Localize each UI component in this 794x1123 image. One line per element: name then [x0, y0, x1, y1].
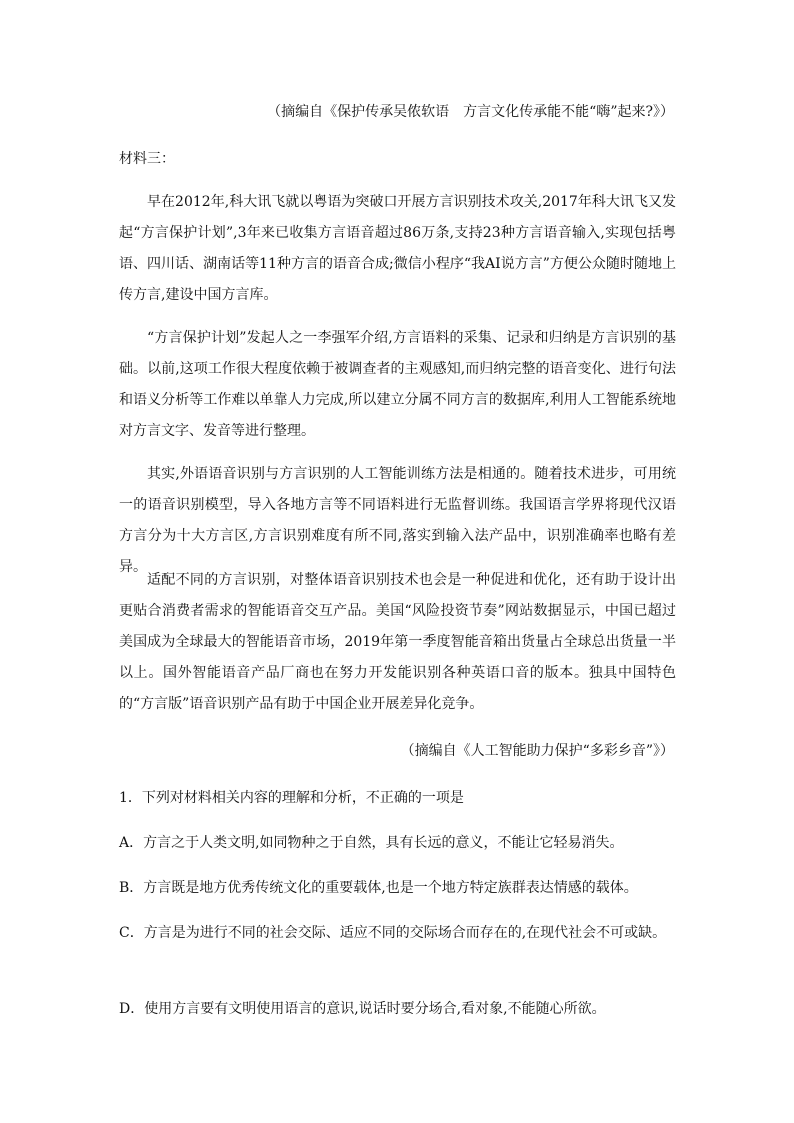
source-citation-top: （摘编自《保护传承吴侬软语 方言文化传承能不能“嗨”起来?》） [267, 104, 674, 120]
material-heading: 材料三： [119, 151, 175, 167]
option-a: A．方言之于人类文明,如同物种之于自然，具有长远的意义，不能让它轻易消失。 [119, 835, 624, 851]
paragraph-1: 早在2012年,科大讯飞就以粤语为突破口开展方言识别技术攻关,2017年科大讯飞又发起“方言保护计划”,3年来已收集方言语音超过86万条,支持23种方言语音输入,实现包括粤语、四川话、湖南话等11种方言的语音合成;微信小程序“我AI说方言”方便公众随时随地上传方言,建设中国方言库。 [119, 194, 676, 303]
source-citation-bottom: （摘编自《人工智能助力保护“多彩乡音”》） [400, 743, 674, 759]
question-stem: 1．下列对材料相关内容的理解和分析，不正确的一项是 [119, 790, 464, 806]
option-b: B．方言既是地方优秀传统文化的重要载体,也是一个地方特定族群表达情感的载体。 [119, 880, 638, 896]
paragraph-3: 其实,外语语音识别与方言识别的人工智能训练方法是相通的。随着技术进步，可用统一的语音识别模型，导入各地方言等不同语料进行无监督训练。我国语言学界将现代汉语方言分为十大方言区,方言识别难度有所不同,落实到输入法产品中，识别准确率也略有差异。 [119, 466, 676, 575]
option-c: C．方言是为进行不同的社会交际、适应不同的交际场合而存在的,在现代社会不可或缺。 [119, 925, 667, 941]
option-d: D．使用方言要有文明使用语言的意识,说话时要分场合,看对象,不能随心所欲。 [119, 1001, 606, 1017]
paragraph-2: “方言保护计划”发起人之一李强军介绍,方言语料的采集、记录和归纳是方言识别的基础。以前,这项工作很大程度依赖于被调查者的主观感知,而归纳完整的语音变化、进行句法和语义分析等工作难以单靠人力完成,所以建立分属不同方言的数据库,利用人工智能系统地对方言文字、发音等进行整理。 [119, 330, 676, 439]
paragraph-4: 适配不同的方言识别，对整体语音识别技术也会是一种促进和优化，还有助于设计出更贴合消费者需求的智能语音交互产品。美国“风险投资节奏”网站数据显示，中国已超过美国成为全球最大的智能语音市场，2019年第一季度智能音箱出货量占全球总出货量一半以上。国外智能语音产品厂商也在努力开发能识别各种英语口音的版本。独具中国特色的“方言版”语音识别产品有助于中国企业开展差异化竞争。 [119, 572, 676, 712]
